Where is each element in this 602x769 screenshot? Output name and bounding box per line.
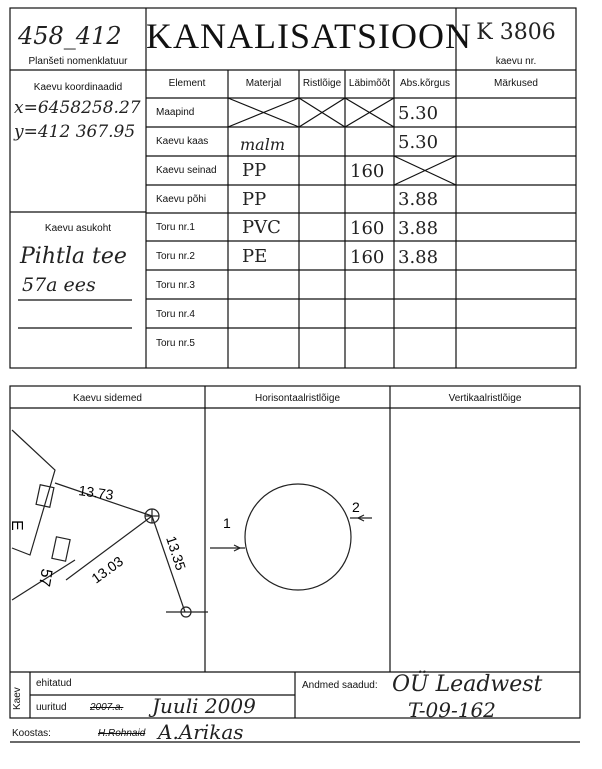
location-line1: Pihtla tee <box>20 244 127 269</box>
row-element: Toru nr.3 <box>156 280 195 291</box>
panel-vertical-title: Vertikaalristlõige <box>448 393 522 404</box>
sheet-label: Planšeti nomenklatuur <box>28 56 128 67</box>
cell-diameter: 160 <box>350 247 385 268</box>
tie-distance-3: 13.03 <box>88 552 127 587</box>
cell-material: PP <box>242 189 267 210</box>
well-side-label: Kaev <box>12 687 23 710</box>
cell-diameter: 160 <box>350 161 385 182</box>
cell-material: malm <box>240 135 285 154</box>
header-abs-height: Abs.kõrgus <box>399 78 451 89</box>
row-element: Kaevu seinad <box>156 165 217 176</box>
data-source-label: Andmed saadud: <box>302 680 378 691</box>
data-source-line1: OÜ Leadwest <box>392 672 543 697</box>
coordinates-label: Kaevu koordinaadid <box>33 82 123 93</box>
panel-horizontal-title: Horisontaalristlõige <box>254 393 341 404</box>
coordinate-x: x=6458258.27 <box>14 98 141 118</box>
header-diameter: Läbimõõt <box>348 78 391 89</box>
row-element: Toru nr.1 <box>156 222 195 233</box>
location-label: Kaevu asukoht <box>44 223 112 234</box>
row-element: Toru nr.2 <box>156 251 195 262</box>
row-element: Maapind <box>156 107 195 118</box>
sheet-number: 458_412 <box>18 22 122 50</box>
built-label: ehitatud <box>36 678 72 689</box>
panel-ties-title: Kaevu sidemed <box>73 393 142 404</box>
row-element: Toru nr.4 <box>156 309 195 320</box>
cell-material: PE <box>242 246 268 267</box>
surveyed-old: 2007.a. <box>90 702 124 713</box>
coordinate-y: y=412 367.95 <box>14 122 136 142</box>
tie-distance-1: 13.73 <box>77 482 115 503</box>
cell-material: PP <box>242 160 267 181</box>
compiled-old: H.Rohnaid <box>98 728 146 739</box>
row-element: Kaevu kaas <box>156 136 209 147</box>
cell-height: 3.88 <box>398 189 439 210</box>
pipe-1-label: 1 <box>223 515 231 531</box>
data-source-line2: T-09-162 <box>408 698 496 722</box>
surveyed-value: Juuli 2009 <box>152 694 256 718</box>
row-element: Toru nr.5 <box>156 338 195 349</box>
building-label-b: 57 <box>34 567 55 588</box>
header-cross-section: Ristlõige <box>302 78 342 89</box>
location-line2: 57a ees <box>22 274 96 296</box>
compiled-value: A.Arikas <box>158 720 244 744</box>
cell-height: 3.88 <box>398 247 439 268</box>
header-material: Materjal <box>245 78 282 89</box>
well-label: kaevu nr. <box>495 56 537 67</box>
page-title: KANALISATSIOON <box>146 16 472 56</box>
compiled-label: Koostas: <box>12 728 51 739</box>
pipe-2-label: 2 <box>352 499 360 515</box>
row-element: Kaevu põhi <box>156 194 207 205</box>
surveyed-label: uuritud <box>36 702 67 713</box>
header-element: Element <box>168 78 206 89</box>
tie-distance-2: 13.35 <box>163 533 190 573</box>
cell-height: 5.30 <box>398 132 439 153</box>
header-notes: Märkused <box>494 78 538 89</box>
well-number: K 3806 <box>476 20 556 45</box>
cell-material: PVC <box>242 217 281 238</box>
cell-diameter: 160 <box>350 218 385 239</box>
cell-height: 3.88 <box>398 218 439 239</box>
cell-height: 5.30 <box>398 103 439 124</box>
building-label-a: E <box>8 520 25 531</box>
